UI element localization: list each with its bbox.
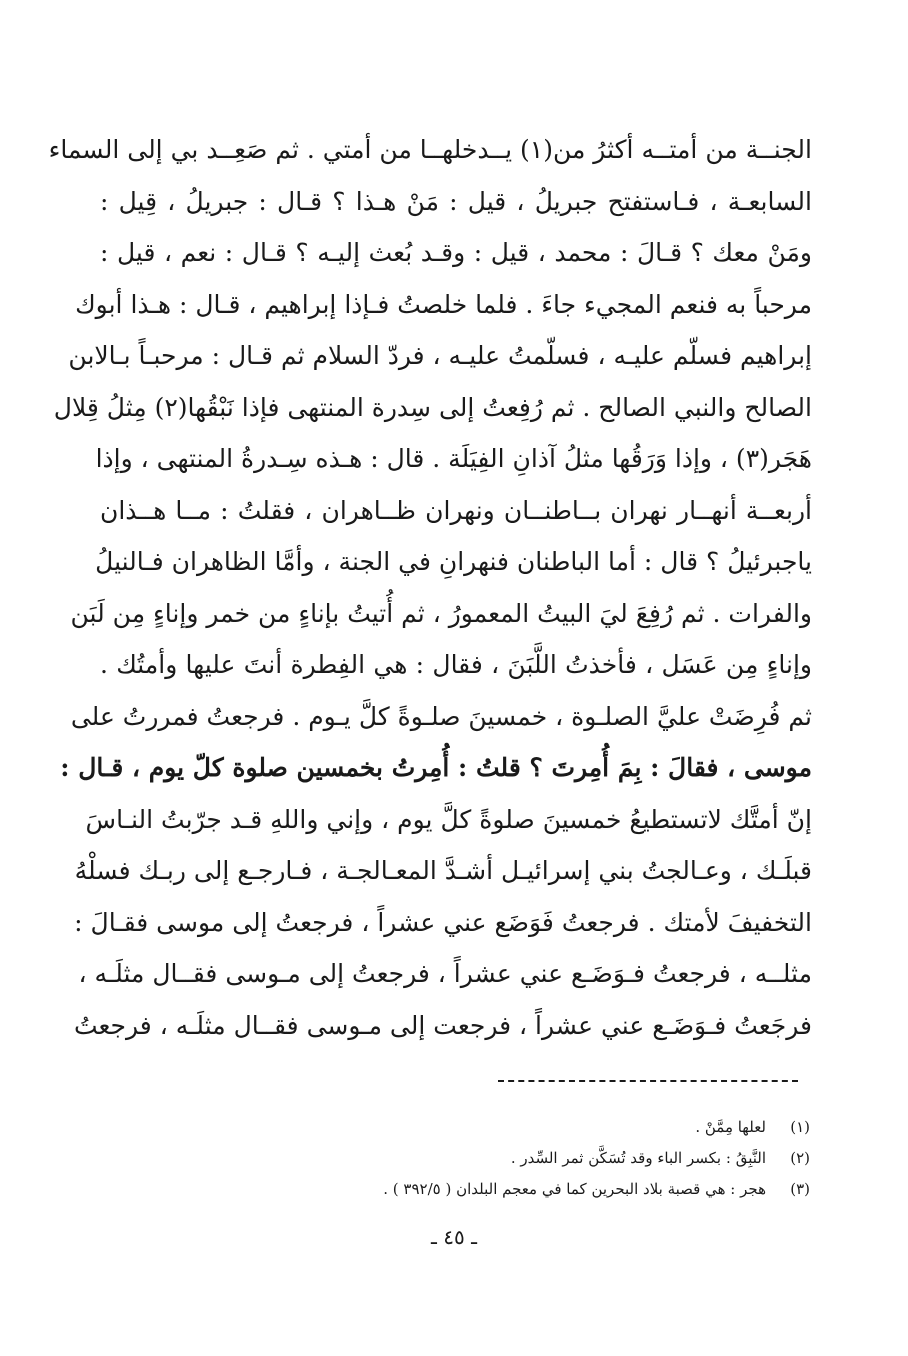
text-line: التخفيفَ لأمتك . فرجعتُ فَوَضَع عني عشراً ، فرجعتُ إلى موسى فقـالَ :	[74, 907, 812, 937]
body-text	[48, 124, 812, 1051]
text-line: فرجَعتُ فـوَضَـع عني عشراً ، فرجعت إلى مـوسى فقــال مثلَـه ، فرجعتُ	[73, 1010, 812, 1040]
text-line: مرحباً به فنعم المجيء جاءَ . فلما خلصتُ فـإذا إبراهيم ، قـال : هـذا أبوك	[75, 289, 812, 319]
text-line: السابعـة ، فـاستفتح جبريلُ ، قيل : مَنْ هـذا ؟ قـال : جبريلُ ، قِيل :	[100, 186, 812, 216]
footnote-3	[300, 1174, 810, 1205]
text-line: وإناءٍ مِن عَسَل ، فأخذتُ اللَّبَنَ ، فقال : هي الفِطرة أنتَ عليها وأمتُك .	[100, 650, 812, 679]
text-line: إنّ أمتَّك لاتستطيعُ خمسينَ صلوةً كلَّ يوم ، وإني واللهِ قـد جرّبتُ النـاسَ	[85, 804, 812, 834]
text-line-emphasized: موسى ، فقالَ : بِمَ أُمِرتَ ؟ قلتُ : أُمِرتُ بخمسين صلوة كلّ يوم ، قـال :	[60, 753, 812, 782]
footnote-number: (١)	[790, 1118, 810, 1136]
text-line: الصالح والنبي الصالح . ثم رُفِعتُ إلى سِدرة المنتهى فإذا نَبْقُها(٢) مِثلُ قِلال	[53, 392, 812, 422]
text-line: إبراهيم فسلّم عليـه ، فسلّمتُ عليـه ، فردّ السلام ثم قـال : مرحبـاً بـالابن	[68, 341, 812, 370]
text-line: أربعــة أنهــار نهران بــاطنــان ونهران ظــاهران ، فقلتُ : مــا هــذان	[100, 495, 812, 525]
footnote-number: (٣)	[790, 1180, 810, 1198]
footnote-text: النَّبِقُ : بكسر الباء وقد تُسَكَّن ثمر السِّدر .	[510, 1149, 766, 1167]
text-line: هَجَر(٣) ، وإذا وَرَقُها مثلُ آذانِ الفِيَلَة . قال : هـذه سِـدرةُ المنتهى ، وإذا	[95, 444, 812, 473]
page-number: ـ ٤٥ ـ	[431, 1225, 477, 1249]
text-line: الجنــة من أمتــه أكثرُ من(١) يــدخلهــا من أمتي . ثم صَعِــد بي إلى السماء	[48, 135, 812, 164]
text-line: ثم فُرِضَتْ عليَّ الصلـوة ، خمسينَ صلـوةً كلَّ يـوم . فرجعتُ فمررتُ على	[70, 701, 812, 731]
text-line: قبلَـك ، وعـالجتُ بني إسرائيـل أشـدَّ المعـالجـة ، فـارجـع إلى ربـك فسلْهُ	[74, 856, 812, 885]
footnote-text: هجر : هي قصبة بلاد البحرين كما في معجم البلدان ( ٣٩٢/٥ ) .	[383, 1180, 766, 1198]
footnote-1	[300, 1112, 810, 1143]
text-line: ياجبرئيلُ ؟ قال : أما الباطنان فنهرانِ في الجنة ، وأمَّا الظاهران فـالنيلُ	[95, 547, 812, 576]
footnote-number: (٢)	[790, 1149, 810, 1167]
footnote-text: لعلها مِمَّنْ .	[695, 1118, 766, 1136]
footnote-2	[300, 1143, 810, 1174]
text-line: والفرات . ثم رُفِعَ ليَ البيتُ المعمورُ ، ثم أُتيتُ بإناءٍ من خمر وإناءٍ مِن لَبَن	[70, 598, 812, 628]
footnote-separator	[498, 1080, 798, 1082]
footnotes	[300, 1112, 810, 1205]
text-line: ومَنْ معك ؟ قـالَ : محمد ، قيل : وقـد بُعث إليـه ؟ قـال : نعم ، قيل :	[100, 238, 812, 267]
text-line: مثلــه ، فرجعتُ فـوَضَـع عني عشراً ، فرجعتُ إلى مـوسى فقــال مثلَـه ،	[78, 959, 812, 988]
